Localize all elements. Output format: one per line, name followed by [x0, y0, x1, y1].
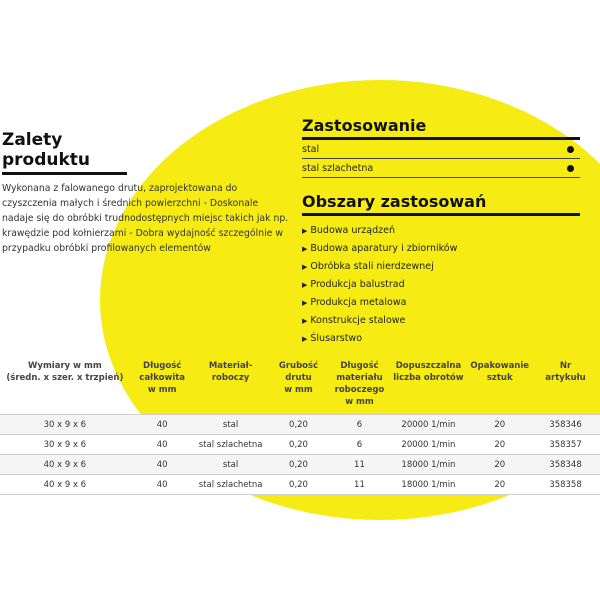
- table-header-line: całkowita: [139, 373, 186, 383]
- table-cell: 0,20: [267, 415, 331, 435]
- table-cell: 20: [468, 435, 531, 455]
- table-header-line: Wymiary w mm: [28, 361, 102, 371]
- table-cell: 40 x 9 x 6: [0, 475, 130, 495]
- table-header-cell: [130, 360, 195, 415]
- table-cell: 30 x 9 x 6: [0, 415, 130, 435]
- table-header-cell: [267, 360, 331, 415]
- spec-table: [0, 360, 600, 495]
- table-cell: 358358: [531, 475, 600, 495]
- table-cell: 40: [130, 415, 195, 435]
- table-cell: 18000 1/min: [388, 455, 468, 475]
- application-row: [302, 140, 580, 159]
- table-header-line: Grubość drutu: [278, 361, 319, 383]
- application-label: stal szlachetna: [302, 162, 374, 174]
- application-title: Zastosowanie: [302, 116, 580, 140]
- triangle-right-icon: ▶: [302, 227, 308, 235]
- table-header-line: artykułu: [545, 373, 586, 383]
- bullet-dot-icon: [567, 146, 574, 153]
- triangle-right-icon: ▶: [302, 263, 308, 271]
- table-body: [0, 415, 600, 495]
- table-header-line: w mm: [345, 397, 374, 407]
- table-row: [0, 475, 600, 495]
- advantages-title: Zalety produktu: [2, 130, 127, 175]
- table-header-line: Długość: [143, 361, 182, 371]
- table-cell: 40: [130, 455, 195, 475]
- table-row: [0, 415, 600, 435]
- areas-list-item: ▶ Ślusarstwo: [302, 333, 363, 344]
- triangle-right-icon: ▶: [302, 245, 308, 253]
- table-header-cell: [0, 360, 130, 415]
- table-cell: 6: [330, 435, 388, 455]
- table-cell: stal: [195, 455, 267, 475]
- triangle-right-icon: ▶: [302, 335, 308, 343]
- table-row: [0, 455, 600, 475]
- table-cell: 40: [130, 475, 195, 495]
- table-header-cell: [531, 360, 600, 415]
- areas-list-item: ▶ Budowa urządzeń: [302, 225, 395, 236]
- table-header-line: Długość: [340, 361, 379, 371]
- table-cell: 30 x 9 x 6: [0, 435, 130, 455]
- triangle-right-icon: ▶: [302, 317, 308, 325]
- table-header-line: Dopuszczalna: [395, 361, 462, 371]
- table-header-line: Nr: [559, 361, 572, 371]
- table-cell: 20000 1/min: [388, 415, 468, 435]
- table-cell: 40 x 9 x 6: [0, 455, 130, 475]
- table-header-line: sztuk: [486, 373, 513, 383]
- advantages-description: Wykonana z falowanego drutu, zaprojektowana do czyszczenia małych i średnich powierzchni - Doskonale nadaje się do obróbki trudnodostępnych miejsc takich jak np. krawędzie pod kołnierzami - Dobra wydajność szczególnie w przypadku obróbki profilowanych elementów: [2, 183, 289, 254]
- table-cell: 0,20: [267, 455, 331, 475]
- table-row: [0, 435, 600, 455]
- areas-list-item: ▶ Produkcja balustrad: [302, 279, 405, 290]
- table-header-line: w mm: [284, 385, 313, 395]
- table-cell: 0,20: [267, 475, 331, 495]
- table-cell: 358346: [531, 415, 600, 435]
- application-section: [302, 116, 580, 348]
- application-row: [302, 159, 580, 178]
- table-header-line: liczba obrotów: [393, 373, 464, 383]
- table-header-line: w mm: [147, 385, 177, 395]
- areas-list-item: ▶ Konstrukcje stalowe: [302, 315, 406, 326]
- table-cell: 6: [330, 415, 388, 435]
- areas-list: [302, 222, 580, 348]
- triangle-right-icon: ▶: [302, 299, 308, 307]
- table-cell: 20: [468, 455, 531, 475]
- table-header-cell: [330, 360, 388, 415]
- table-cell: 358357: [531, 435, 600, 455]
- triangle-right-icon: ▶: [302, 281, 308, 289]
- table-header-line: materiału: [336, 373, 383, 383]
- table-cell: stal szlachetna: [195, 435, 267, 455]
- table-header-row: [0, 360, 600, 415]
- advantages-section: [2, 130, 292, 265]
- table-cell: 0,20: [267, 435, 331, 455]
- table-header-line: Opakowanie: [470, 361, 530, 371]
- table-header-line: roboczego: [334, 385, 385, 395]
- table-header-line: (średn. x szer. x trzpień): [6, 373, 124, 383]
- table-cell: 11: [330, 475, 388, 495]
- areas-title: Obszary zastosowań: [302, 192, 580, 216]
- table-cell: 20000 1/min: [388, 435, 468, 455]
- table-header-cell: [388, 360, 468, 415]
- table-header-line: roboczy: [211, 373, 250, 383]
- areas-list-item: ▶ Produkcja metalowa: [302, 297, 407, 308]
- bullet-dot-icon: [567, 165, 574, 172]
- table-cell: 20: [468, 475, 531, 495]
- table-cell: 358348: [531, 455, 600, 475]
- table-cell: 40: [130, 435, 195, 455]
- areas-list-item: ▶ Budowa aparatury i zbiorników: [302, 243, 458, 254]
- table-header-cell: [468, 360, 531, 415]
- table-cell: 18000 1/min: [388, 475, 468, 495]
- table-cell: stal szlachetna: [195, 475, 267, 495]
- table-cell: 11: [330, 455, 388, 475]
- application-label: stal: [302, 143, 320, 155]
- table-header-line: Materiał-: [208, 361, 253, 371]
- areas-list-item: ▶ Obróbka stali nierdzewnej: [302, 261, 434, 272]
- table-header-cell: [195, 360, 267, 415]
- table-cell: 20: [468, 415, 531, 435]
- table-cell: stal: [195, 415, 267, 435]
